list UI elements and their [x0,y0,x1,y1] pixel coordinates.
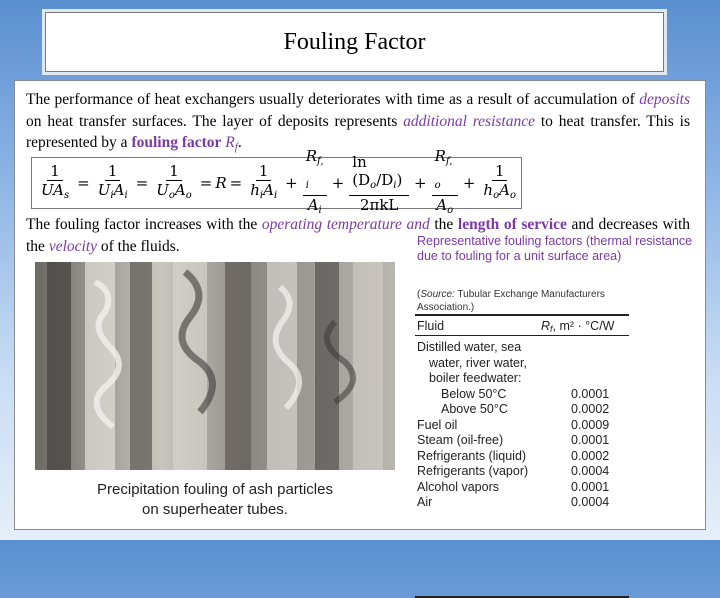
table-row [417,402,631,418]
sub: i [110,189,114,201]
equals-sign: = [77,174,90,192]
frac-1-uas [38,162,72,205]
sub: f, i [305,155,324,191]
equals-sign: = [229,174,243,192]
fluid: Fuel oil [417,417,458,432]
sub: i [393,179,397,191]
sym: A [499,180,510,199]
value: 0.0001 [571,479,610,494]
table-rule-mid [415,335,629,336]
table-row [417,356,631,372]
frac-1-uoao [153,162,195,205]
table-row [417,340,631,356]
photo-caption [35,480,395,520]
num: 1 [256,162,272,181]
value: 0.0002 [571,402,610,416]
velocity-term: velocity [48,237,98,255]
fluid: boiler feedwater: [429,371,522,385]
sym: R [305,146,318,165]
and-term: and [401,216,430,233]
plus-sign: + [331,174,345,192]
frac-ln-2pikl [349,153,409,214]
rf-letter: R [225,134,235,151]
table-header [417,319,627,333]
rf-subscript: f [234,141,238,153]
fluid: Above 50°C [441,402,508,416]
sym: A [263,180,274,199]
num [303,147,327,196]
fluid: Below 50°C [441,386,507,401]
sub: o [370,179,377,191]
sym: U [97,180,111,199]
frac-rfo-ao [432,147,458,220]
text: to heat transfer. This is represented by a [26,112,691,151]
intro-paragraph [26,89,690,159]
sub: f, o [434,155,453,191]
fouling-photo [35,262,395,524]
r-symbol: R [215,174,227,192]
equals-sign: = [135,174,149,192]
value: 0.0004 [571,464,610,478]
text: the [429,216,458,233]
sub: s [64,189,70,201]
fluid: Distilled water, sea [417,340,522,354]
text: . [237,134,242,151]
rf-symbol [225,134,238,151]
source-text: Tubular Exchange Manufacturers Association.) [417,289,605,313]
den [95,181,131,205]
num: 1 [492,162,508,181]
value: 0.0009 [571,417,610,432]
table-row [417,371,631,387]
equals-sign: = [199,174,213,192]
frac-rfi-ai [303,147,327,220]
plus-sign: + [462,174,476,192]
fluid: Refrigerants (liquid) [417,448,527,463]
frac-1-hoao [480,162,519,205]
value: 0.0001 [571,386,610,401]
deposits-term: deposits [639,91,690,108]
table-row [417,433,631,449]
ln-end: ) [396,170,403,189]
fluid: Refrigerants (vapor) [417,464,529,478]
table-row [417,387,631,403]
sym: U [156,180,169,199]
rf-sub: f [550,324,553,334]
operating-temperature-term: operating temperature [261,216,402,233]
sym: UA [41,180,65,199]
den: 2πkL [359,195,399,214]
sub: i [124,189,128,201]
text: and decreases with the [26,216,691,255]
sym: A [307,195,319,214]
text: The performance of heat exchangers usually deteriorates with time as a result of accumulation of [26,91,640,108]
sub: i [318,204,322,216]
text: The fouling factor increases with the [26,216,262,233]
table-row [417,495,631,511]
ln-text: ln (D [352,152,371,189]
sub: i [259,189,264,201]
length-of-service-term: length of service [457,216,567,233]
fouling-factor-term: fouling factor [131,134,222,151]
table-title: Representative fouling factors (thermal resistance due to fouling for a unit surface area) [417,234,693,263]
den [247,181,280,205]
sub: o [509,189,516,201]
sym: h [250,180,260,199]
col-rf [541,319,614,334]
num: 1 [105,162,121,181]
sym: R [434,146,446,165]
sub: i [273,189,278,201]
table-row [417,480,631,496]
text: on heat transfer surfaces. The layer of deposits represents [26,112,404,130]
den [38,181,72,205]
value: 0.0004 [571,495,610,509]
num [349,153,409,196]
sym: A [113,180,125,199]
title-box [45,12,664,72]
rf-units: , m² · °C/W [552,319,615,333]
sym: h [483,180,494,199]
table-rule-top [415,314,629,316]
sym: A [174,180,186,199]
content-panel [14,80,706,530]
caption-line-1: Precipitation fouling of ash particles [97,481,333,498]
fouling-factors-table [411,234,701,529]
additional-resistance-term: additional resistance [403,112,535,130]
value: 0.0001 [571,433,610,447]
sub: o [447,204,454,216]
caption-line-2: on superheater tubes. [142,501,288,518]
sym: A [436,195,448,214]
sub: o [168,189,175,201]
table-source: (Source: Tubular Exchange Manufacturers Association.) [417,289,605,313]
num: 1 [166,162,182,181]
table-body [417,340,631,511]
fluid: water, river water, [429,355,527,370]
value: 0.0002 [571,448,610,463]
sub: o [185,189,192,201]
plus-sign: + [414,174,427,192]
text: of the fluids. [97,237,180,255]
fluid: Steam (oil-free) [417,433,504,447]
table-row [417,464,631,480]
frac-1-hiai [247,162,280,205]
slide-title: Fouling Factor [283,28,426,55]
fluid: Alcohol vapors [417,479,499,494]
num [432,147,458,196]
resistance-equation [31,146,522,216]
rf-letter: R [541,319,551,333]
plus-sign: + [285,174,298,192]
num: 1 [47,162,63,181]
ln-mid: /D [376,170,394,189]
den [480,181,519,205]
fluid: Air [417,495,433,509]
den [153,181,195,205]
table-row [417,449,631,465]
frac-1-uiai [95,162,131,205]
sub: o [493,189,500,201]
col-fluid: Fluid [417,319,445,333]
source-label: Source: [420,289,455,300]
table-row [417,418,631,434]
